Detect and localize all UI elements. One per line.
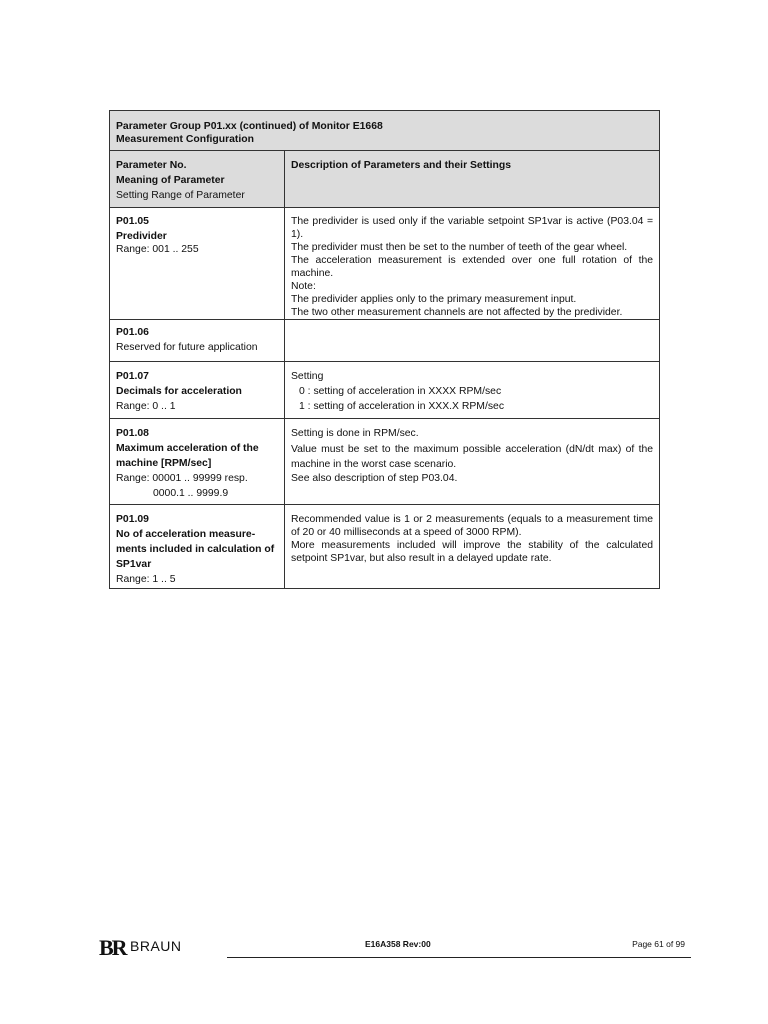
description-line: Value must be set to the maximum possible acceleration (dN/dt max) of the machine in the worst case scenario. (291, 444, 654, 470)
header-description: Description of Parameters and their Settings (291, 160, 511, 171)
description-line: The two other measurement channels are not affected by the predivider. (291, 307, 623, 318)
table-title-cell (110, 111, 660, 151)
param-meaning: Maximum acceleration of the (116, 443, 259, 454)
table-row (110, 320, 660, 362)
param-number: P01.06 (116, 327, 149, 338)
param-number: P01.09 (116, 514, 149, 525)
company-name: BRAUN (130, 938, 182, 954)
description-line: 0 : setting of acceleration in XXXX RPM/sec (299, 386, 502, 397)
description-line: Setting is done in RPM/sec. (291, 428, 419, 439)
description-cell (285, 362, 660, 419)
param-meaning: machine [RPM/sec] (116, 458, 212, 469)
description-line: The predivider is used only if the variable setpoint SP1var is active (P03.04 = 1). (291, 216, 654, 240)
description-line: The predivider applies only to the primary measurement input. (291, 294, 577, 305)
header-setting-range: Setting Range of Parameter (116, 190, 245, 201)
description-cell (285, 419, 660, 505)
table-row (110, 208, 660, 320)
description-line: The predivider must then be set to the number of teeth of the gear wheel. (291, 242, 628, 253)
param-cell (110, 505, 285, 589)
description-line: 1 : setting of acceleration in XXX.X RPM/sec (299, 401, 505, 412)
param-cell (110, 419, 285, 505)
param-number: P01.05 (116, 216, 149, 227)
parameter-table (109, 110, 660, 589)
param-meaning: Decimals for acceleration (116, 386, 242, 397)
param-meaning: No of acceleration measure- (116, 529, 256, 540)
param-cell (110, 320, 285, 362)
description-cell (285, 208, 660, 320)
param-cell (110, 362, 285, 419)
document-id: E16A358 Rev:00 (365, 939, 431, 949)
description-line: Recommended value is 1 or 2 measurements (equals to a measurement time of 20 or 40 milliseconds at a speed of 3000 RPM). (291, 514, 654, 538)
param-meaning: ments included in calculation of (116, 544, 275, 555)
header-parameter-no: Parameter No. (116, 160, 187, 171)
table-row (110, 505, 660, 589)
description-cell (285, 505, 660, 589)
description-line: Note: (291, 281, 316, 292)
footer-divider (227, 957, 691, 958)
column-header-left (110, 151, 285, 208)
table-row (110, 362, 660, 419)
description-line: Setting (291, 371, 324, 382)
param-range: Range: 001 .. 255 (116, 244, 199, 255)
table-row (110, 419, 660, 505)
param-number: P01.08 (116, 428, 149, 439)
param-meaning: SP1var (116, 559, 152, 570)
braun-logo-icon: BR (99, 935, 126, 960)
description-line: The acceleration measurement is extended over one full rotation of the machine. (291, 255, 654, 279)
param-number: P01.07 (116, 371, 149, 382)
description-cell (285, 320, 660, 362)
page-footer (99, 936, 691, 958)
param-meaning: Reserved for future application (116, 342, 258, 353)
param-cell (110, 208, 285, 320)
table-title: Parameter Group P01.xx (continued) of Monitor E1668 (116, 121, 383, 132)
page-number: Page 61 of 99 (632, 939, 685, 949)
param-range: Range: 00001 .. 99999 resp. (116, 473, 248, 484)
column-header-right (285, 151, 660, 208)
param-range: 0000.1 .. 9999.9 (153, 488, 229, 499)
param-range: Range: 0 .. 1 (116, 401, 176, 412)
table-subtitle: Measurement Configuration (116, 134, 254, 145)
description-line: See also description of step P03.04. (291, 473, 458, 484)
description-line: More measurements included will improve the stability of the calculated setpoint SP1var, but also result in a delayed update rate. (291, 540, 654, 564)
header-meaning: Meaning of Parameter (116, 175, 225, 186)
column-header-row (110, 151, 660, 208)
table-title-row (110, 111, 660, 151)
param-range: Range: 1 .. 5 (116, 574, 176, 585)
param-meaning: Predivider (116, 231, 167, 242)
